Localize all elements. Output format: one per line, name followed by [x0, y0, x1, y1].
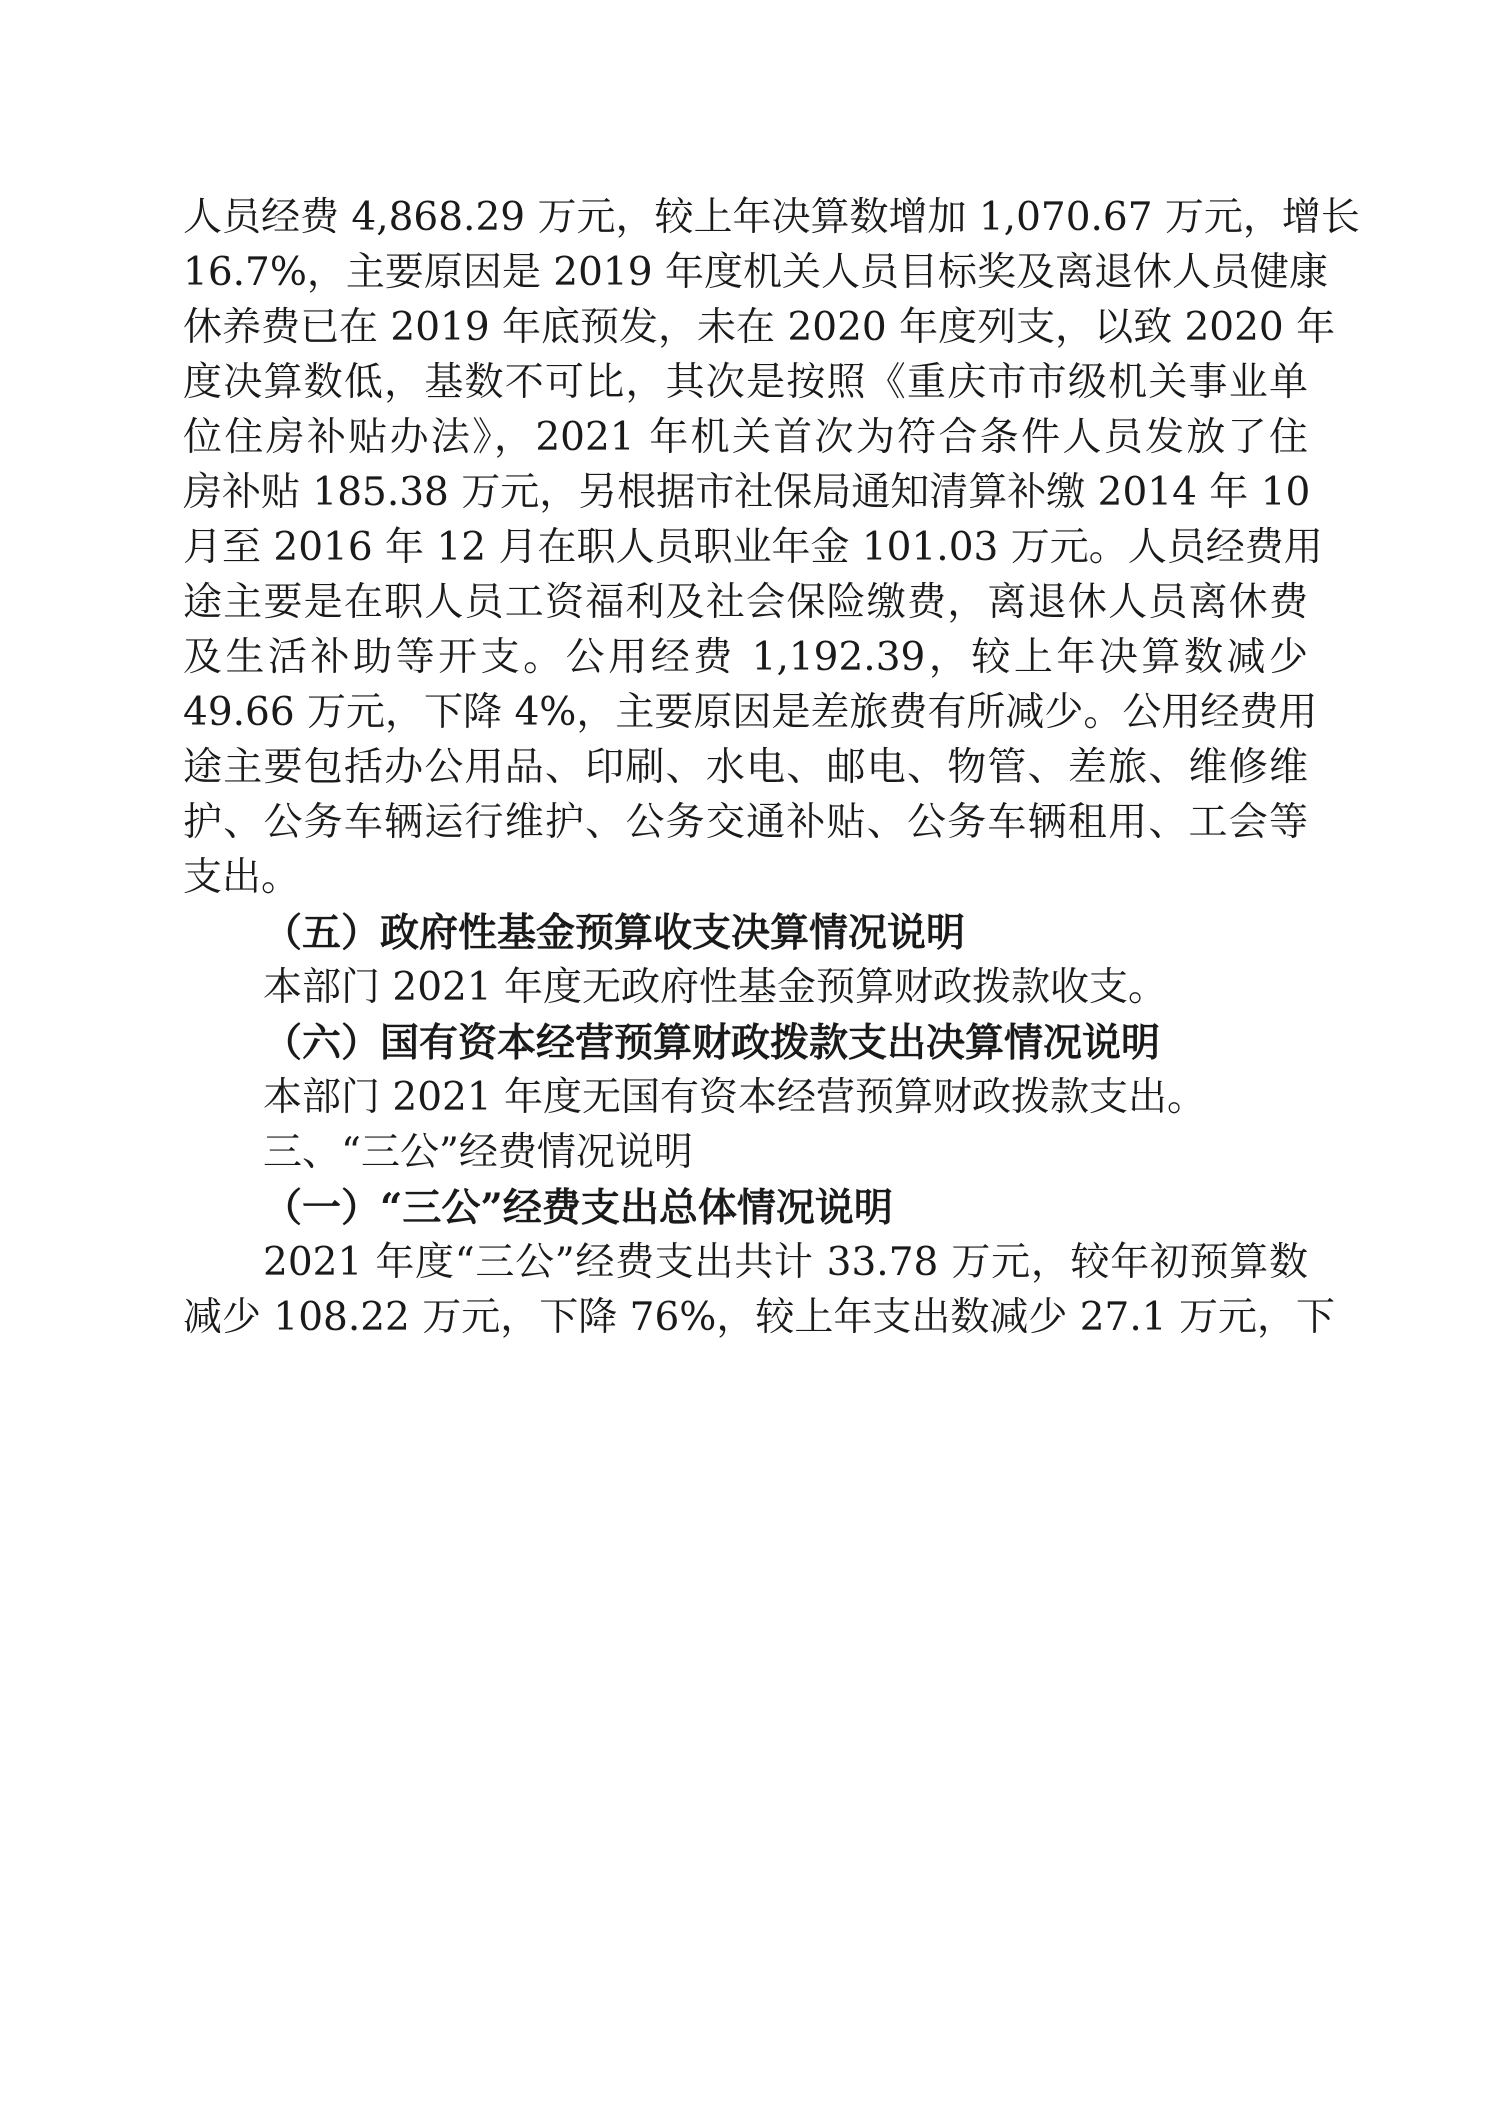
- paragraph-line: 支出。: [183, 855, 301, 900]
- paragraph-line: 途主要是在职人员工资福利及社会保险缴费，离退休人员离休费: [183, 580, 1308, 625]
- paragraph-line: 度决算数低，基数不可比，其次是按照《重庆市市级机关事业单: [183, 360, 1308, 405]
- part-heading-3: 三、“三公”经费情况说明: [263, 1130, 693, 1175]
- paragraph-line: 2021 年度“三公”经费支出共计 33.78 万元，较年初预算数: [263, 1240, 1308, 1285]
- section-heading-5: （五）政府性基金预算收支决算情况说明: [263, 910, 966, 956]
- paragraph-line: 及生活补助等开支。公用经费 1,192.39，较上年决算数减少: [183, 635, 1308, 680]
- section-text-6: 本部门 2021 年度无国有资本经营预算财政拨款支出。: [263, 1075, 1207, 1120]
- paragraph-line: 人员经费 4,868.29 万元，较上年决算数增加 1,070.67 万元，增长: [183, 195, 1360, 240]
- subsection-heading-1: （一）“三公”经费支出总体情况说明: [263, 1185, 893, 1231]
- paragraph-line: 房补贴 185.38 万元，另根据市社保局通知清算补缴 2014 年 10: [183, 470, 1311, 515]
- section-heading-6: （六）国有资本经营预算财政拨款支出决算情况说明: [263, 1020, 1161, 1066]
- paragraph-line: 月至 2016 年 12 月在职人员职业年金 101.03 万元。人员经费用: [183, 525, 1323, 570]
- paragraph-line: 49.66 万元，下降 4%，主要原因是差旅费有所减少。公用经费用: [183, 690, 1318, 735]
- paragraph-line: 16.7%，主要原因是 2019 年度机关人员目标奖及离退休人员健康: [183, 250, 1328, 295]
- paragraph-line: 位住房补贴办法》，2021 年机关首次为符合条件人员发放了住: [183, 415, 1308, 460]
- paragraph-line: 护、公务车辆运行维护、公务交通补贴、公务车辆租用、工会等: [183, 800, 1308, 845]
- paragraph-line: 途主要包括办公用品、印刷、水电、邮电、物管、差旅、维修维: [183, 745, 1308, 790]
- paragraph-line: 休养费已在 2019 年底预发，未在 2020 年度列支，以致 2020 年: [183, 305, 1336, 350]
- paragraph-line: 减少 108.22 万元，下降 76%，较上年支出数减少 27.1 万元，下: [183, 1295, 1335, 1340]
- section-text-5: 本部门 2021 年度无政府性基金预算财政拨款收支。: [263, 965, 1168, 1010]
